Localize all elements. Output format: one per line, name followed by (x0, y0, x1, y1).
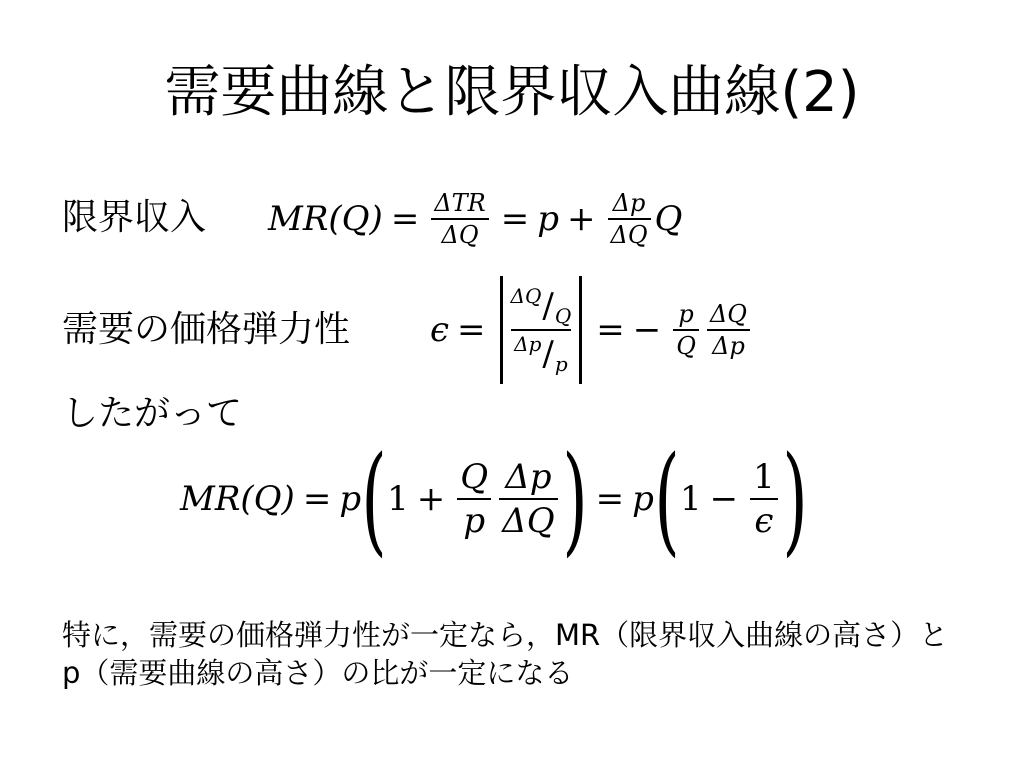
slide-title: 需要曲線と限界収入曲線(2) (164, 60, 860, 125)
slash-denominator: Q (554, 304, 572, 328)
marginal-revenue-equation (268, 176, 682, 262)
mr-elasticity-equation (180, 430, 808, 568)
one-over-epsilon (750, 457, 778, 541)
equals-sign: = (302, 479, 332, 519)
right-paren: ) (782, 430, 808, 568)
elasticity-equation (430, 274, 754, 386)
therefore-label: したがって (62, 393, 243, 434)
equals-sign: = (500, 199, 530, 239)
absolute-value (500, 276, 583, 384)
p-term: p (537, 199, 560, 239)
p-term: p (632, 479, 654, 519)
one-term: 1 (387, 479, 409, 519)
delta-tr-over-delta-q (431, 189, 488, 249)
elasticity-label: 需要の価格弾力性 (62, 309, 351, 350)
fraction-numerator: 1 (753, 457, 775, 497)
epsilon-term: ϵ (430, 310, 450, 350)
q-term: Q (654, 199, 683, 239)
fraction-numerator: Q (460, 457, 489, 497)
equals-sign: = (457, 310, 486, 350)
fraction-denominator: p (463, 501, 486, 541)
delta-p-over-delta-q (499, 457, 557, 541)
fraction-bar (511, 329, 572, 331)
plus-sign: + (567, 199, 596, 239)
left-paren: ( (361, 430, 387, 568)
conclusion-note: 特に，需要の価格弾力性が一定なら，MR（限界収入曲線の高さ）とp（需要曲線の高さ）の比が一定になる (62, 618, 949, 690)
equals-sign: = (596, 310, 625, 350)
fraction-denominator: ΔQ (502, 501, 555, 541)
fraction-numerator: ΔTR (434, 189, 486, 217)
fraction-denominator: Δp (712, 332, 745, 360)
slash-denominator: p (554, 352, 568, 376)
marginal-revenue-label: 限界収入 (62, 197, 207, 238)
fraction-numerator: ΔQ (709, 300, 747, 328)
fraction-denominator: ϵ (754, 501, 774, 541)
mr-q-term: MR(Q) (268, 199, 383, 239)
p-over-q (673, 300, 699, 360)
left-paren: ( (654, 430, 680, 568)
delta-p-over-delta-q (608, 189, 651, 249)
mr-q-term: MR(Q) (180, 479, 295, 519)
right-paren: ) (561, 430, 588, 568)
fraction-denominator: Q (676, 332, 696, 360)
minus-sign: − (632, 310, 662, 350)
one-term: 1 (679, 479, 702, 519)
plus-sign: + (416, 479, 446, 519)
delta-p-over-p (514, 334, 568, 374)
delta-q-over-delta-p (707, 300, 750, 360)
fraction-denominator: ΔQ (441, 221, 479, 249)
p-term: p (339, 479, 362, 519)
equals-sign: = (390, 199, 420, 239)
slash-numerator: ΔQ (510, 284, 542, 308)
fraction-numerator: p (678, 300, 694, 328)
slash: / (542, 286, 554, 326)
slash: / (542, 334, 554, 374)
fraction-numerator: Δp (505, 457, 552, 497)
slash-numerator: Δp (514, 332, 542, 356)
equals-sign: = (595, 479, 625, 519)
fraction-denominator: ΔQ (610, 221, 648, 249)
delta-q-over-q (511, 286, 572, 326)
fraction-numerator: Δp (612, 189, 646, 217)
minus-sign: − (709, 479, 739, 519)
q-over-p (457, 457, 491, 541)
